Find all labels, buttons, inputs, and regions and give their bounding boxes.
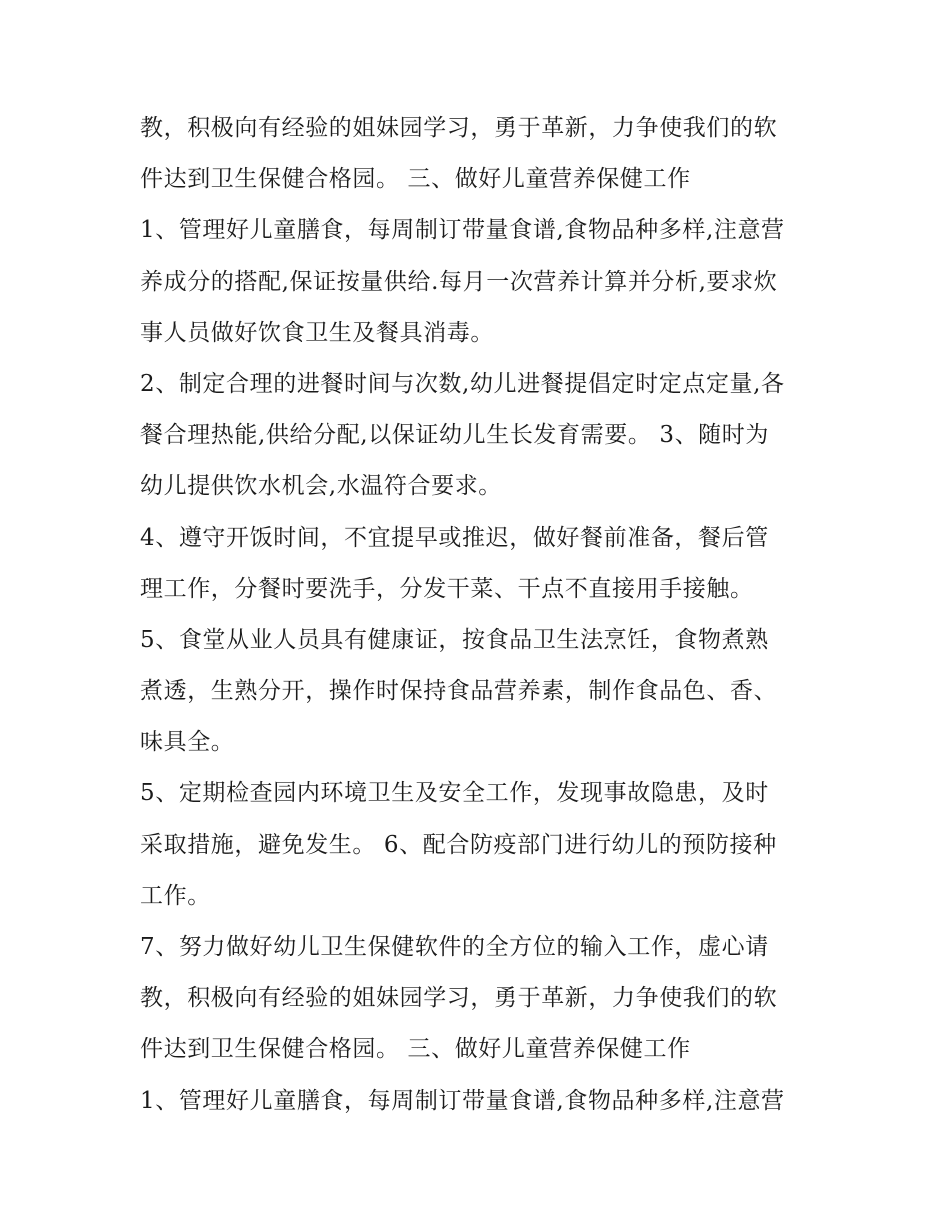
text-line: 件达到卫生保健合格园。 三、做好儿童营养保健工作	[140, 166, 691, 193]
text-line: 7、努力做好幼儿卫生保健软件的全方位的输入工作，虚心请	[140, 934, 769, 960]
text-line: 工作。	[140, 882, 211, 909]
text-line: 2、制定合理的进餐时间与次数,幼儿进餐提倡定时定点定量,各	[140, 370, 785, 397]
text-line: 养成分的搭配,保证按量供给.每月一次营养计算并分析,要求炊	[140, 268, 778, 295]
text-line: 幼儿提供饮水机会,水温符合要求。	[140, 473, 502, 500]
text-line: 1、管理好儿童膳食，每周制订带量食谱,食物品种多样,注意营	[140, 1087, 785, 1114]
text-line: 5、食堂从业人员具有健康证，按食品卫生法烹饪，食物煮熟	[140, 626, 769, 653]
text-line: 餐合理热能,供给分配,以保证幼儿生长发育需要。 3、随时为	[140, 422, 769, 449]
text-line: 4、遵守开饭时间，不宜提早或推迟，做好餐前准备，餐后管	[140, 524, 769, 551]
text-line: 教，积极向有经验的姐妹园学习，勇于革新，力争使我们的软	[140, 115, 778, 141]
text-line: 1、管理好儿童膳食，每周制订带量食谱,食物品种多样,注意营	[140, 217, 785, 244]
text-line: 事人员做好饮食卫生及餐具消毒。	[140, 319, 494, 346]
text-line: 煮透，生熟分开，操作时保持食品营养素，制作食品色、香、	[140, 678, 778, 705]
text-line: 采取措施，避免发生。 6、配合防疫部门进行幼儿的预防接种	[140, 831, 777, 858]
text-line: 教，积极向有经验的姐妹园学习，勇于革新，力争使我们的软	[140, 985, 778, 1012]
text-line: 味具全。	[140, 729, 235, 756]
text-line: 理工作，分餐时要洗手，分发干菜、干点不直接用手接触。	[140, 575, 754, 602]
text-line: 件达到卫生保健合格园。 三、做好儿童营养保健工作	[140, 1036, 691, 1063]
document-body	[140, 103, 820, 1127]
text-line: 5、定期检查园内环境卫生及安全工作，发现事故隐患，及时	[140, 780, 769, 807]
